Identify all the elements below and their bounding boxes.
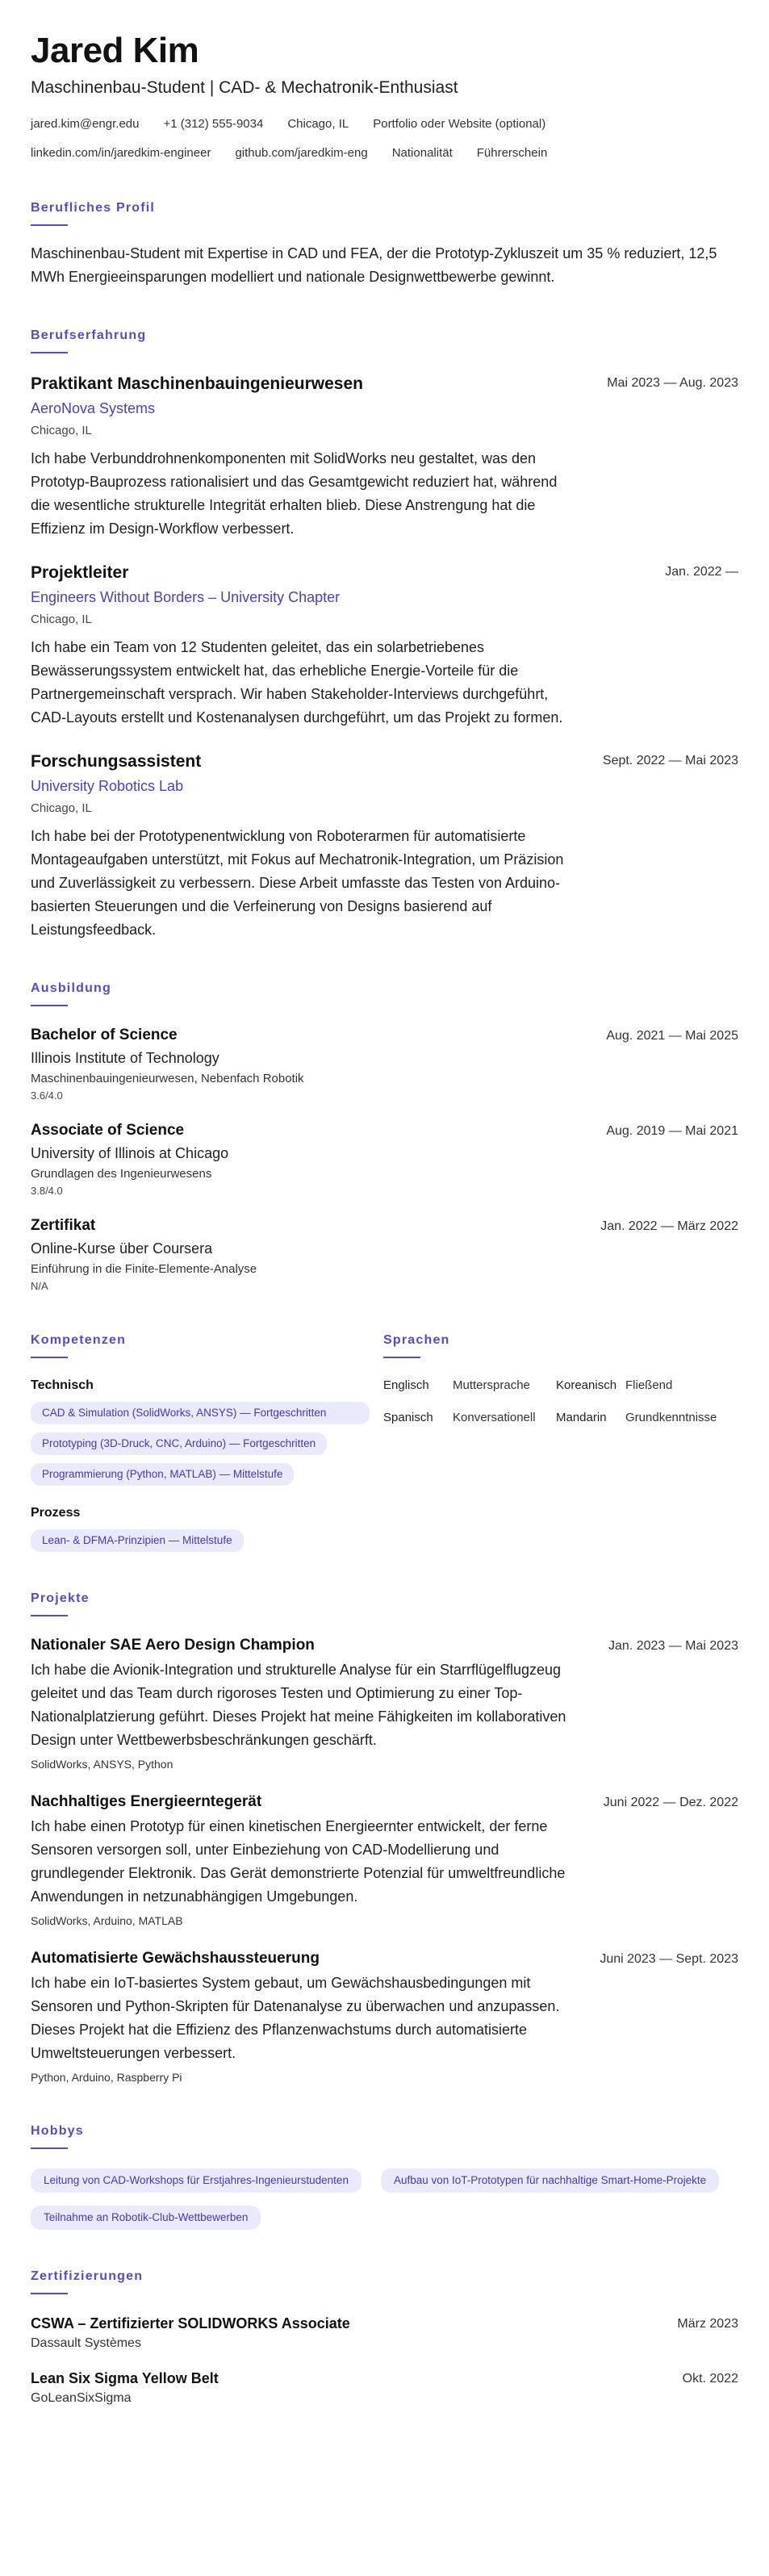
education-entry — [31, 1216, 738, 1294]
education-degree: Associate of Science — [31, 1122, 185, 1139]
skills-group-process: Prozess — [31, 1506, 81, 1520]
experience-role: Forschungsassistent — [31, 752, 202, 771]
candidate-headline: Maschinenbau-Student | CAD- & Mechatronik-Enthusiast — [31, 78, 458, 97]
projects-section — [31, 1591, 738, 2085]
skills-languages-row — [31, 1332, 738, 1552]
experience-org: University Robotics Lab — [31, 778, 184, 794]
education-section — [31, 981, 738, 1294]
certification-name: Lean Six Sigma Yellow Belt — [31, 2370, 219, 2386]
section-title-hobbies: Hobbys — [31, 2124, 84, 2138]
language-level: Muttersprache — [453, 1378, 530, 1392]
education-entry — [31, 1121, 738, 1198]
experience-org: AeroNova Systems — [31, 400, 156, 416]
project-tech: Python, Arduino, Raspberry Pi — [31, 2071, 182, 2084]
skill-tag: Prototyping (3D-Druck, CNC, Arduino) — Fortgeschritten — [31, 1432, 327, 1455]
section-divider — [31, 2147, 68, 2149]
skills-section — [31, 1332, 370, 1552]
education-degree: Zertifikat — [31, 1217, 96, 1234]
language-name: Spanisch — [383, 1411, 433, 1424]
contact-nationality: Nationalität — [391, 146, 453, 160]
education-entry — [31, 1026, 738, 1103]
profile-section — [31, 200, 738, 289]
hobby-tag: Aufbau von IoT-Prototypen für nachhaltige Smart-Home-Projekte — [381, 2168, 719, 2193]
languages-section — [383, 1332, 738, 1552]
hobbies-section — [31, 2123, 738, 2230]
education-dates: Aug. 2019 — Mai 2021 — [606, 1124, 738, 1138]
contact-linkedin[interactable]: linkedin.com/in/jaredkim-engineer — [31, 146, 211, 160]
certifications-section — [31, 2269, 738, 2407]
section-divider — [383, 1357, 420, 1358]
project-description: Ich habe ein IoT-basiertes System gebaut, um Gewächshausbedingungen mit Sensoren und Python-Skripten für Datenanalyse zu überwachen und anzupassen. Dieses Projekt hat die Effizienz des Pflanzenwachstums durch automatisierte Umweltsteuerungen verbessert. — [31, 1975, 560, 2061]
experience-location: Chicago, IL — [31, 424, 92, 437]
section-title-skills: Kompetenzen — [31, 1333, 127, 1347]
section-title-experience: Berufserfahrung — [31, 328, 147, 342]
contact-portfolio[interactable]: Portfolio oder Website (optional) — [373, 117, 546, 131]
experience-description: Ich habe Verbunddrohnenkomponenten mit SolidWorks neu gestaltet, was den Prototyp-Bauprozess rationalisiert und das Gesamtgewicht reduziert hat, während die wesentliche strukturelle Integrität erhalten blieb. Diese Anstrengung hat die Effizienz im Design-Workflow verbessert. — [31, 450, 558, 537]
language-level: Grundkenntnisse — [625, 1411, 717, 1424]
project-dates: Jan. 2023 — Mai 2023 — [608, 1639, 738, 1653]
contact-row-1 — [31, 116, 738, 132]
section-title-certifications: Zertifizierungen — [31, 2269, 144, 2283]
section-divider — [31, 1615, 68, 1616]
languages-list — [383, 1378, 738, 1426]
education-school: Illinois Institute of Technology — [31, 1050, 219, 1066]
education-gpa: 3.6/4.0 — [31, 1089, 63, 1102]
certification-date: März 2023 — [677, 2317, 738, 2331]
contact-github[interactable]: github.com/jaredkim-eng — [235, 146, 368, 160]
contact-phone[interactable]: +1 (312) 555-9034 — [163, 117, 264, 131]
experience-description: Ich habe ein Team von 12 Studenten geleitet, das ein solarbetriebenes Bewässerungssystem entwickelt hat, das erhebliche Energie-Vorteile für die Partnergemeinschaft versprach. Wir haben Stakeholder-Interviews durchgeführt, CAD-Layouts erstellt und Kostenanalysen durchgeführt, um das Projekt zu formen. — [31, 639, 563, 726]
hobby-tags — [31, 2168, 738, 2230]
skill-tag: Lean- & DFMA-Prinzipien — Mittelstufe — [31, 1529, 244, 1552]
skills-group-technical: Technisch — [31, 1378, 94, 1392]
candidate-name: Jared Kim — [31, 31, 199, 70]
resume-header — [31, 31, 738, 161]
section-title-projects: Projekte — [31, 1591, 90, 1605]
certification-entry — [31, 2369, 738, 2407]
experience-dates: Sept. 2022 — Mai 2023 — [602, 754, 738, 767]
project-description: Ich habe einen Prototyp für einen kinetischen Energieernter entwickelt, der ferne Sensoren versorgen soll, unter Einbeziehung von CAD-Modellierung und grundlegender Elektronik. Das Gerät demonstrierte Potenzial für umweltfreundliche Anwendungen in netzunabhängigen Umgebungen. — [31, 1818, 566, 1905]
skills-process-tags — [31, 1529, 370, 1552]
education-field: Grundlagen des Ingenieurwesens — [31, 1167, 212, 1181]
education-field: Maschinenbauingenieurwesen, Nebenfach Robotik — [31, 1072, 304, 1085]
experience-entry — [31, 751, 738, 942]
section-divider — [31, 352, 68, 353]
project-tech: SolidWorks, Arduino, MATLAB — [31, 1914, 183, 1927]
education-school: University of Illinois at Chicago — [31, 1145, 229, 1161]
project-name: Nachhaltiges Energieerntegerät — [31, 1793, 262, 1810]
project-entry — [31, 1792, 738, 1928]
education-field: Einführung in die Finite-Elemente-Analyse — [31, 1262, 257, 1276]
project-dates: Juni 2023 — Sept. 2023 — [600, 1952, 738, 1966]
experience-entry — [31, 373, 738, 541]
project-name: Automatisierte Gewächshaussteuerung — [31, 1950, 320, 1967]
certification-date: Okt. 2022 — [682, 2372, 738, 2386]
language-level: Konversationell — [453, 1411, 536, 1424]
experience-description: Ich habe bei der Prototypenentwicklung von Roboterarmen für automatisierte Montageaufgaben unterstützt, mit Fokus auf Mechatronik-Integration, um Präzision und Zuverlässigkeit zu verbessern. Diese Arbeit umfasste das Testen von Arduino-basierten Steuerungen und die Verfeinerung von Designs basierend auf Leistungsfeedback. — [31, 828, 564, 938]
education-degree: Bachelor of Science — [31, 1027, 178, 1043]
certification-entry — [31, 2314, 738, 2352]
education-dates: Aug. 2021 — Mai 2025 — [606, 1029, 738, 1043]
hobby-tag: Teilnahme an Robotik-Club-Wettbewerben — [31, 2206, 261, 2230]
section-divider — [31, 2293, 68, 2294]
project-dates: Juni 2022 — Dez. 2022 — [603, 1796, 738, 1809]
experience-dates: Mai 2023 — Aug. 2023 — [607, 376, 738, 390]
experience-dates: Jan. 2022 — — [665, 565, 738, 579]
skill-tag: Programmierung (Python, MATLAB) — Mittelstufe — [31, 1463, 294, 1486]
section-title-profile: Berufliches Profil — [31, 201, 156, 215]
education-gpa: 3.8/4.0 — [31, 1185, 63, 1197]
experience-location: Chicago, IL — [31, 801, 92, 815]
language-name: Koreanisch — [556, 1378, 617, 1392]
education-gpa: N/A — [31, 1280, 48, 1292]
certification-issuer: Dassault Systèmes — [31, 2336, 141, 2350]
education-dates: Jan. 2022 — März 2022 — [600, 1219, 738, 1233]
language-name: Englisch — [383, 1378, 429, 1392]
experience-role: Praktikant Maschinenbauingenieurwesen — [31, 374, 363, 393]
experience-section — [31, 328, 738, 942]
contact-email[interactable]: jared.kim@engr.edu — [31, 117, 140, 131]
project-entry — [31, 1636, 738, 1771]
contact-location: Chicago, IL — [287, 117, 349, 131]
project-entry — [31, 1949, 738, 2085]
experience-role: Projektleiter — [31, 563, 129, 582]
contact-license: Führerschein — [476, 146, 548, 160]
experience-org: Engineers Without Borders – University Chapter — [31, 589, 341, 605]
section-divider — [31, 1357, 68, 1358]
section-title-languages: Sprachen — [383, 1333, 450, 1347]
project-tech: SolidWorks, ANSYS, Python — [31, 1758, 173, 1771]
contact-row-2 — [31, 145, 738, 161]
profile-summary: Maschinenbau-Student mit Expertise in CAD und FEA, der die Prototyp-Zykluszeit um 35 % reduziert, 12,5 MWh Energieeinsparungen modelliert und nationale Designwettbewerbe gewinnt. — [31, 245, 717, 285]
education-school: Online-Kurse über Coursera — [31, 1240, 213, 1257]
certification-issuer: GoLeanSixSigma — [31, 2391, 132, 2405]
skill-tag: CAD & Simulation (SolidWorks, ANSYS) — Fortgeschritten — [31, 1402, 370, 1424]
language-name: Mandarin — [556, 1411, 607, 1424]
section-title-education: Ausbildung — [31, 981, 111, 995]
project-description: Ich habe die Avionik-Integration und strukturelle Analyse für ein Starrflügelflugzeug geleitet und das Team durch rigoroses Testen und Optimierung zu einer Top-Nationalplatzierung geführt. Dieses Projekt hat meine Fähigkeiten im kollaborativen Design unter Wettbewerbsbeschränkungen geschärft. — [31, 1662, 566, 1748]
certification-name: CSWA – Zertifizierter SOLIDWORKS Associate — [31, 2315, 350, 2331]
language-level: Fließend — [625, 1378, 673, 1392]
section-divider — [31, 1005, 68, 1006]
project-name: Nationaler SAE Aero Design Champion — [31, 1637, 315, 1654]
experience-entry — [31, 562, 738, 730]
skills-technical-tags — [31, 1402, 370, 1486]
section-divider — [31, 224, 68, 226]
experience-location: Chicago, IL — [31, 613, 92, 626]
hobby-tag: Leitung von CAD-Workshops für Erstjahres-Ingenieurstudenten — [31, 2168, 362, 2193]
